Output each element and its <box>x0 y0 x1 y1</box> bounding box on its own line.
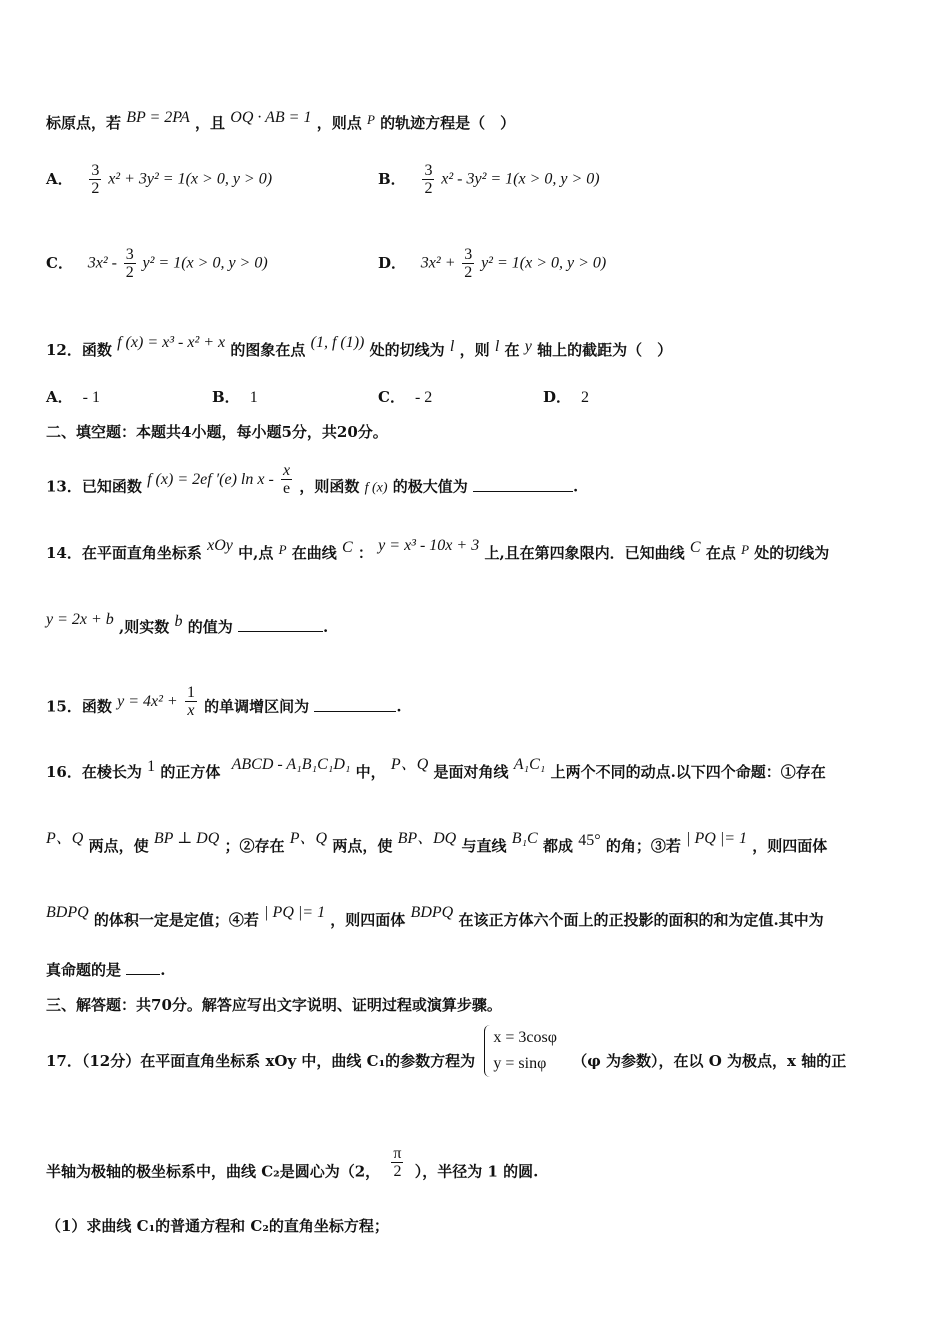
q12-line-symbol: l <box>494 338 500 355</box>
q14-tangent-equation: y = 2x + b <box>46 611 114 628</box>
q12-axis-symbol: y <box>524 338 532 355</box>
q11-option-b[interactable] <box>378 162 600 197</box>
q16-text: 上两个不同的动点.以下四个命题：①存在 <box>550 763 826 781</box>
q12-option-c[interactable] <box>378 387 432 408</box>
q16-points: P、Q <box>289 830 328 847</box>
q11-option-c[interactable] <box>46 246 268 281</box>
option-value: 1 <box>249 389 258 406</box>
fraction: $\frac{3}{2}$ <box>91 162 100 197</box>
q12-text: 在 <box>504 341 520 359</box>
q15-text: 15．函数 <box>46 697 112 716</box>
q13-text: ，则函数 <box>299 477 360 496</box>
q14-point: P <box>741 542 750 557</box>
option-value: - 2 <box>414 389 433 406</box>
q14-curve-symbol: C <box>689 539 701 556</box>
q13-function: f (x) = 2ef ′(e) ln x - <box>147 470 274 488</box>
q16-text: 的体积一定是定值；④若 <box>93 911 259 929</box>
period: . <box>573 477 579 496</box>
q12-option-b[interactable] <box>212 387 258 408</box>
q12-line-symbol: l <box>449 338 455 355</box>
q16-lines: BP、DQ <box>397 830 457 847</box>
q16-stem-line1 <box>46 756 826 783</box>
q17-stem-line2 <box>46 1145 539 1190</box>
q11-stem-tail <box>46 109 516 134</box>
answer-blank[interactable] <box>473 477 573 492</box>
option-label: C． <box>46 253 73 272</box>
q17-equation-x: x = 3cosφ <box>493 1029 557 1046</box>
q17-text: 17．（12分）在平面直角坐标系 xOy 中，曲线 C₁的参数方程为 <box>46 1052 476 1070</box>
q16-text: 都成 <box>542 837 573 855</box>
q16-perpendicular: BP ⊥ DQ <box>153 830 220 847</box>
q12-text: 12．函数 <box>46 341 112 359</box>
q16-text: 的角；③若 <box>605 837 681 855</box>
q14-text: 在曲线 <box>291 544 337 562</box>
q17-text: ），半径为 1 的圆. <box>414 1162 539 1181</box>
q16-tetrahedron: BDPQ <box>46 904 89 921</box>
option-expression: x² + 3y² = 1(x > 0, y > 0) <box>108 170 273 188</box>
q14-point: P <box>278 542 287 557</box>
q14-stem-line1 <box>46 537 830 564</box>
q11-vector-condition: BP = 2PA <box>126 109 190 126</box>
option-label: B． <box>212 388 240 406</box>
option-label: D． <box>543 388 572 406</box>
q14-stem-line2 <box>46 611 329 638</box>
q16-tetrahedron: BDPQ <box>410 904 454 921</box>
q14-text: 的值为 <box>187 618 233 636</box>
section-3-heading: 三、解答题：共70分。解答应写出文字说明、证明过程或演算步骤。 <box>46 996 502 1014</box>
q16-text: ，则四面体 <box>752 837 828 855</box>
fraction: $\frac{3}{2}$ <box>424 162 433 197</box>
option-label: C． <box>378 388 405 406</box>
q14-text: 上,且在第四象限内．已知曲线 <box>484 544 685 562</box>
q16-text: 与直线 <box>461 837 507 855</box>
q16-text: ，则四面体 <box>330 911 406 929</box>
q16-line-b1c: B₁C <box>511 830 538 847</box>
option-expression-prefix: 3x² + <box>420 254 456 272</box>
q14-text: ,则实数 <box>119 618 170 636</box>
period: . <box>396 697 402 716</box>
q16-stem-line2 <box>46 830 828 857</box>
q16-text: 中， <box>355 763 386 781</box>
q17-text: （φ 为参数），在以 O 为极点，x 轴的正 <box>572 1052 847 1070</box>
q12-text: 的图象在点 <box>230 341 306 359</box>
q12-option-d[interactable] <box>543 387 589 408</box>
q11-dot-condition: OQ · AB = 1 <box>230 109 312 126</box>
q11-text: 标原点，若 <box>46 114 122 132</box>
q16-points: P、Q <box>390 756 429 773</box>
q16-distance: | PQ |= 1 <box>264 904 326 921</box>
option-value: - 1 <box>82 389 100 406</box>
option-expression: x² - 3y² = 1(x > 0, y > 0) <box>441 170 600 188</box>
q16-text: 两点，使 <box>88 837 149 855</box>
q17-equation-y: y = sinφ <box>493 1055 547 1072</box>
q16-distance: | PQ |= 1 <box>686 830 748 847</box>
q16-text: 的正方体 <box>160 763 221 781</box>
q12-point: (1, f (1)) <box>310 334 365 351</box>
q13-function-ref: f (x) <box>364 480 388 496</box>
q16-angle: 45° <box>578 832 601 849</box>
q12-text: 处的切线为 <box>369 341 445 359</box>
period: . <box>322 618 329 636</box>
option-expression-prefix: 3x² - <box>87 254 117 272</box>
option-label: B． <box>378 169 406 188</box>
q16-cube: ABCD - A₁B₁C₁D₁ <box>231 756 351 773</box>
option-label: A． <box>46 388 73 406</box>
answer-blank[interactable] <box>126 960 160 975</box>
q11-text: 的轨迹方程是（ ） <box>380 114 516 132</box>
q16-text: 真命题的是 <box>46 961 122 979</box>
option-value: 2 <box>581 389 590 406</box>
q11-text: ，则点 <box>316 114 362 132</box>
q14-text: 14．在平面直角坐标系 <box>46 544 202 562</box>
q16-points: P、Q <box>46 830 84 847</box>
q17-text: 半轴为极轴的极坐标系中，曲线 C₂是圆心为（2， <box>46 1162 381 1181</box>
q12-text: 轴上的截距为（ ） <box>537 341 673 359</box>
q12-text: ，则 <box>459 341 490 359</box>
q16-text: ；②存在 <box>224 837 285 855</box>
q11-option-d[interactable] <box>378 246 606 281</box>
q17-stem-line1 <box>46 1029 847 1079</box>
q14-b-symbol: b <box>174 613 183 630</box>
q15-text: 的单调增区间为 <box>204 697 310 716</box>
option-expression: y² = 1(x > 0, y > 0) <box>481 254 607 272</box>
q16-diagonal: A₁C₁ <box>513 756 546 773</box>
q14-text: 在点 <box>705 544 736 562</box>
q11-text: ，且 <box>195 114 226 132</box>
q14-text: ： <box>357 544 373 562</box>
fraction: $\frac{3}{2}$ <box>125 246 134 281</box>
q14-text: 中,点 <box>238 544 274 562</box>
fraction: $\frac{1}{x}$ <box>186 684 195 719</box>
q14-text: 处的切线为 <box>754 544 830 562</box>
q16-text: 在该正方体六个面上的正投影的面积的和为定值.其中为 <box>458 911 824 929</box>
q11-option-a[interactable] <box>46 162 272 197</box>
q15-stem <box>46 684 402 725</box>
q16-text: 两点，使 <box>332 837 393 855</box>
q17-parametric-system <box>484 1025 557 1077</box>
q12-option-a[interactable] <box>46 387 100 408</box>
q14-curve-symbol: C <box>342 539 353 556</box>
q16-edge-length: 1 <box>147 758 156 775</box>
q13-text: 的极大值为 <box>392 477 468 496</box>
q16-stem-line3 <box>46 904 824 931</box>
q11-point: P <box>366 112 375 127</box>
q16-text: 16．在棱长为 <box>46 763 142 781</box>
q12-stem <box>46 334 673 361</box>
section-2-heading: 二、填空题：本题共4小题，每小题5分，共20分。 <box>46 423 388 441</box>
option-label: D． <box>378 253 407 272</box>
option-expression: y² = 1(x > 0, y > 0) <box>142 254 268 272</box>
q14-curve-equation: y = x³ - 10x + 3 <box>378 537 480 554</box>
q17-part-1: （1）求曲线 C₁的普通方程和 C₂的直角坐标方程； <box>46 1217 389 1235</box>
q12-function: f (x) = x³ - x² + x <box>117 334 226 351</box>
q14-coordinate-system: xOy <box>207 537 233 554</box>
fraction: $\frac{3}{2}$ <box>464 246 473 281</box>
q13-stem <box>46 462 579 505</box>
period: . <box>160 961 166 979</box>
q16-stem-line4 <box>46 960 165 980</box>
q16-text: 是面对角线 <box>433 763 509 781</box>
fraction: $\frac{\pi}{2}$ <box>393 1145 402 1180</box>
answer-blank[interactable] <box>238 617 323 632</box>
fraction: $\frac{x}{e}$ <box>283 462 291 497</box>
q13-text: 13．已知函数 <box>46 477 142 496</box>
answer-blank[interactable] <box>314 697 396 712</box>
option-label: A． <box>46 169 73 188</box>
q15-function: y = 4x² + <box>117 692 178 710</box>
